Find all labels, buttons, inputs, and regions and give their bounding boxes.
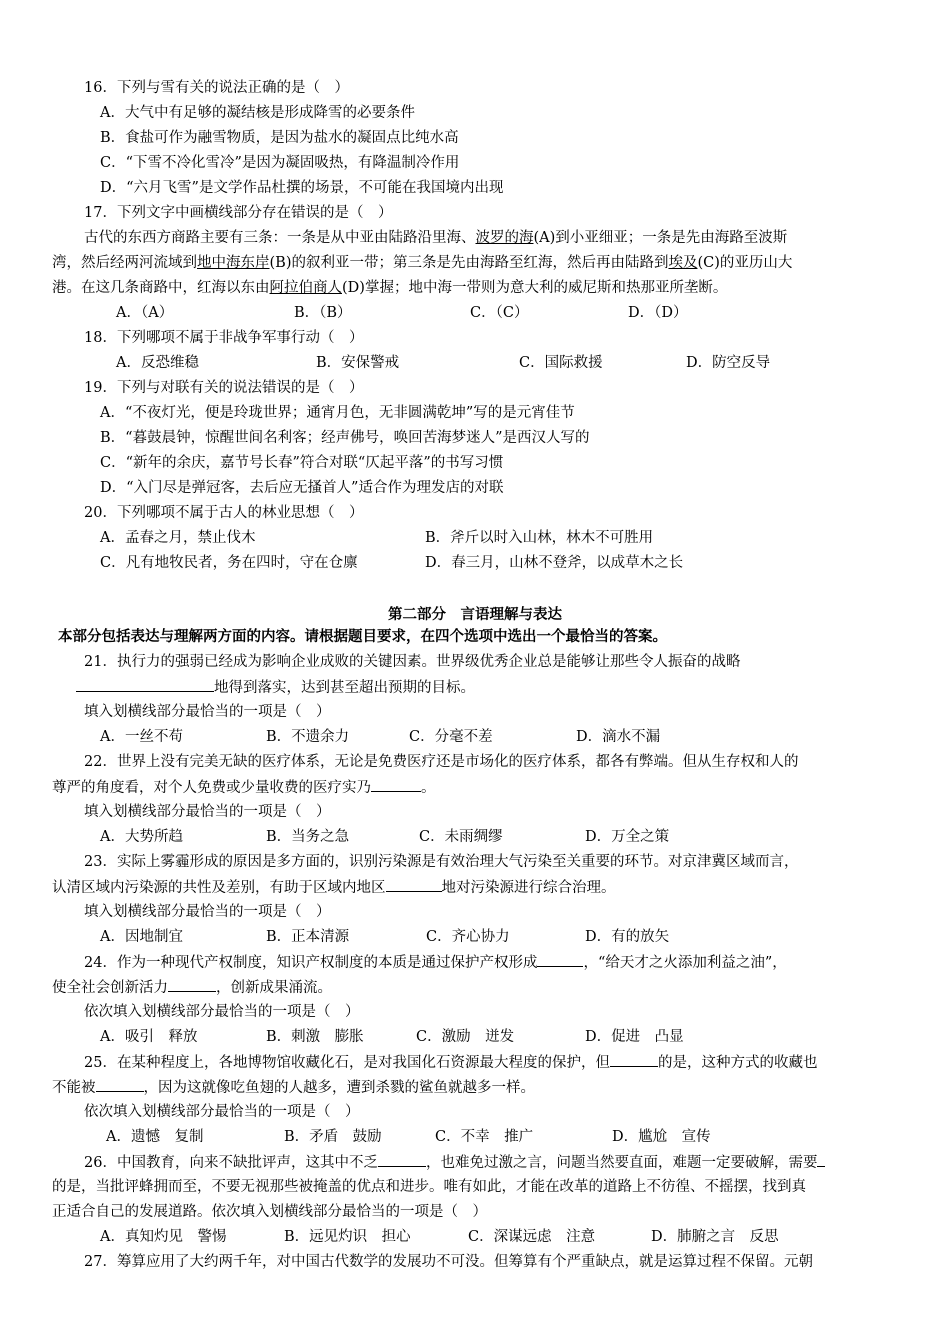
q17-stem: 17．下列文字中画横线部分存在错误的是（ ） (84, 205, 393, 221)
q25-option-d: D．尴尬 宣传 (612, 1129, 711, 1145)
q19-option-a: A．“不夜灯光，便是玲珑世界；通宵月色，无非圆满乾坤”写的是元宵佳节 (100, 405, 575, 421)
q25-option-b: B．矛盾 鼓励 (284, 1129, 382, 1145)
q16-option-b: B．食盐可作为融雪物质，是因为盐水的凝固点比纯水高 (100, 130, 459, 146)
q26-option-b: B．远见灼识 担心 (284, 1229, 411, 1245)
q22-option-a: A．大势所趋 (100, 829, 183, 845)
q22-prompt: 填入划横线部分最恰当的一项是（ ） (84, 804, 331, 820)
q24-option-a: A．吸引 释放 (100, 1029, 198, 1045)
q25-blank-1 (610, 1052, 658, 1067)
q23-line1: 23．实际上雾霾形成的原因是多方面的，识别污染源是有效治理大气污染至关重要的环节。对京津冀区域而言， (84, 854, 799, 870)
q26-option-c: C．深谋远虑 注意 (468, 1229, 596, 1245)
q26-blank-1 (378, 1152, 426, 1167)
q22-line2: 尊严的角度看，对个人免费或少量收费的医疗实乃 。 (52, 777, 436, 798)
q17-passage-line3: 港。在这几条商路中，红海以东由阿拉伯商人(D)掌握；地中海一带则为意大利的威尼斯和热那亚所垄断。 (52, 280, 728, 296)
q21-line1: 21．执行力的强弱已经成为影响企业成败的关键因素。世界级优秀企业总是能够让那些令人振奋的战略 (84, 654, 741, 670)
q26-line2: 的是，当批评蜂拥而至，不要无视那些被掩盖的优点和进步。唯有如此，才能在改革的道路上不彷徨、不摇摆，找到真 (52, 1179, 806, 1195)
q25-blank-2 (96, 1077, 144, 1092)
q25-option-a: A．遗憾 复制 (106, 1129, 204, 1145)
q19-option-b: B．“暮鼓晨钟，惊醒世间名利客；经声佛号，唤回苦海梦迷人”是西汉人写的 (100, 430, 590, 446)
q27-line1: 27．筹算应用了大约两千年，对中国古代数学的发展功不可没。但筹算有个严重缺点，就是运算过程不保留。元朝 (84, 1254, 813, 1270)
q23-option-c: C．齐心协力 (426, 929, 510, 945)
q24-option-b: B．刺激 膨胀 (266, 1029, 364, 1045)
q16-option-d: D．“六月飞雪”是文学作品杜撰的场景，不可能在我国境内出现 (100, 180, 504, 196)
q21-option-c: C．分毫不差 (409, 729, 493, 745)
q24-line1: 24．作为一种现代产权制度，知识产权制度的本质是通过保护产权形成 ，“给天才之火添加利益之油”， (84, 952, 787, 973)
q20-option-b: B．斧斤以时入山林，林木不可胜用 (425, 530, 654, 546)
q18-option-c: C．国际救援 (519, 355, 603, 371)
q24-blank-1 (537, 952, 583, 967)
q17-underline-c: 埃及 (668, 255, 698, 271)
q18-option-d: D．防空反导 (686, 355, 771, 371)
q17-option-c: C．（C） (470, 305, 529, 321)
q17-underline-b: 地中海东岸 (197, 255, 270, 271)
q26-blank-2 (817, 1152, 825, 1167)
part2-title: 第二部分 言语理解与表达 (388, 606, 562, 623)
q20-option-d: D．春三月，山林不登斧，以成草木之长 (425, 555, 684, 571)
q17-passage-line2: 湾，然后经两河流域到地中海东岸(B)的叙利亚一带；第三条是先由海路至红海，然后再由陆路到埃及(C)的亚历山大 (52, 255, 793, 271)
q23-prompt: 填入划横线部分最恰当的一项是（ ） (84, 904, 331, 920)
q24-option-d: D．促进 凸显 (585, 1029, 684, 1045)
q18-stem: 18．下列哪项不属于非战争军事行动（ ） (84, 330, 364, 346)
q25-option-c: C．不幸 推广 (435, 1129, 534, 1145)
q21-option-a: A．一丝不苟 (100, 729, 183, 745)
q26-option-d: D．肺腑之言 反思 (651, 1229, 779, 1245)
q17-option-d: D．（D） (628, 305, 688, 321)
q23-line2: 认清区域内污染源的共性及差别，有助于区域内地区 地对污染源进行综合治理。 (52, 877, 616, 898)
q25-prompt: 依次填入划横线部分最恰当的一项是（ ） (84, 1104, 360, 1120)
q23-option-d: D．有的放矢 (585, 929, 670, 945)
q24-option-c: C．激励 迸发 (416, 1029, 515, 1045)
q17-underline-a: 波罗的海 (475, 230, 534, 246)
q24-line2: 使全社会创新活力 ，创新成果涌流。 (52, 977, 332, 998)
q18-option-b: B．安保警戒 (316, 355, 400, 371)
q22-option-c: C．未雨绸缪 (419, 829, 503, 845)
q16-stem: 16．下列与雪有关的说法正确的是（ ） (84, 80, 349, 96)
q22-option-d: D．万全之策 (585, 829, 670, 845)
q20-option-a: A．孟春之月，禁止伐木 (100, 530, 256, 546)
q21-option-b: B．不遗余力 (266, 729, 350, 745)
q25-line2: 不能被 ，因为这就像吃鱼翅的人越多，遭到杀戮的鲨鱼就越多一样。 (52, 1077, 535, 1098)
q20-option-c: C．凡有地牧民者，务在四时，守在仓廪 (100, 555, 358, 571)
q19-option-d: D．“入门尽是弹冠客，去后应无搔首人”适合作为理发店的对联 (100, 480, 504, 496)
q24-prompt: 依次填入划横线部分最恰当的一项是（ ） (84, 1004, 360, 1020)
q17-underline-d: 阿拉伯商人 (269, 280, 342, 296)
q16-option-c: C．“下雪不冷化雪冷”是因为凝固吸热，有降温制冷作用 (100, 155, 460, 171)
q24-blank-2 (168, 977, 216, 992)
q20-stem: 20．下列哪项不属于古人的林业思想（ ） (84, 505, 364, 521)
q22-option-b: B．当务之急 (266, 829, 350, 845)
q23-blank (386, 877, 442, 892)
q25-line1: 25．在某种程度上，各地博物馆收藏化石，是对我国化石资源最大程度的保护，但 的是，这种方式的收藏也 (84, 1052, 817, 1073)
q26-option-a: A．真知灼见 警惕 (100, 1229, 227, 1245)
q21-option-d: D．滴水不漏 (576, 729, 661, 745)
q19-option-c: C．“新年的余庆，嘉节号长春”符合对联“仄起平落”的书写习惯 (100, 455, 504, 471)
q16-option-a: A．大气中有足够的凝结核是形成降雪的必要条件 (100, 105, 415, 121)
part2-intro: 本部分包括表达与理解两方面的内容。请根据题目要求，在四个选项中选出一个最恰当的答案。 (58, 628, 667, 645)
q21-blank (76, 677, 214, 692)
q17-passage-line1: 古代的东西方商路主要有三条：一条是从中亚由陆路沿里海、波罗的海(A)到小亚细亚；一条是先由海路至波斯 (84, 230, 788, 246)
q21-line2: 地得到落实，达到甚至超出预期的目标。 (76, 677, 475, 698)
q26-line1: 26．中国教育，向来不缺批评声，这其中不乏 ，也难免过激之言，问题当然要直面，难题一定要破解，需要 (84, 1152, 825, 1173)
q21-prompt: 填入划横线部分最恰当的一项是（ ） (84, 704, 331, 720)
q26-line3: 正适合自己的发展道路。依次填入划横线部分最恰当的一项是（ ） (52, 1204, 487, 1220)
q19-stem: 19．下列与对联有关的说法错误的是（ ） (84, 380, 364, 396)
q23-option-b: B．正本清源 (266, 929, 350, 945)
q18-option-a: A．反恐维稳 (116, 355, 199, 371)
q17-option-a: A．（A） (116, 305, 174, 321)
q22-line1: 22．世界上没有完美无缺的医疗体系，无论是免费医疗还是市场化的医疗体系，都各有弊端。但从生存权和人的 (84, 754, 799, 770)
q17-option-b: B．（B） (294, 305, 352, 321)
q23-option-a: A．因地制宜 (100, 929, 183, 945)
q22-blank (371, 777, 421, 792)
